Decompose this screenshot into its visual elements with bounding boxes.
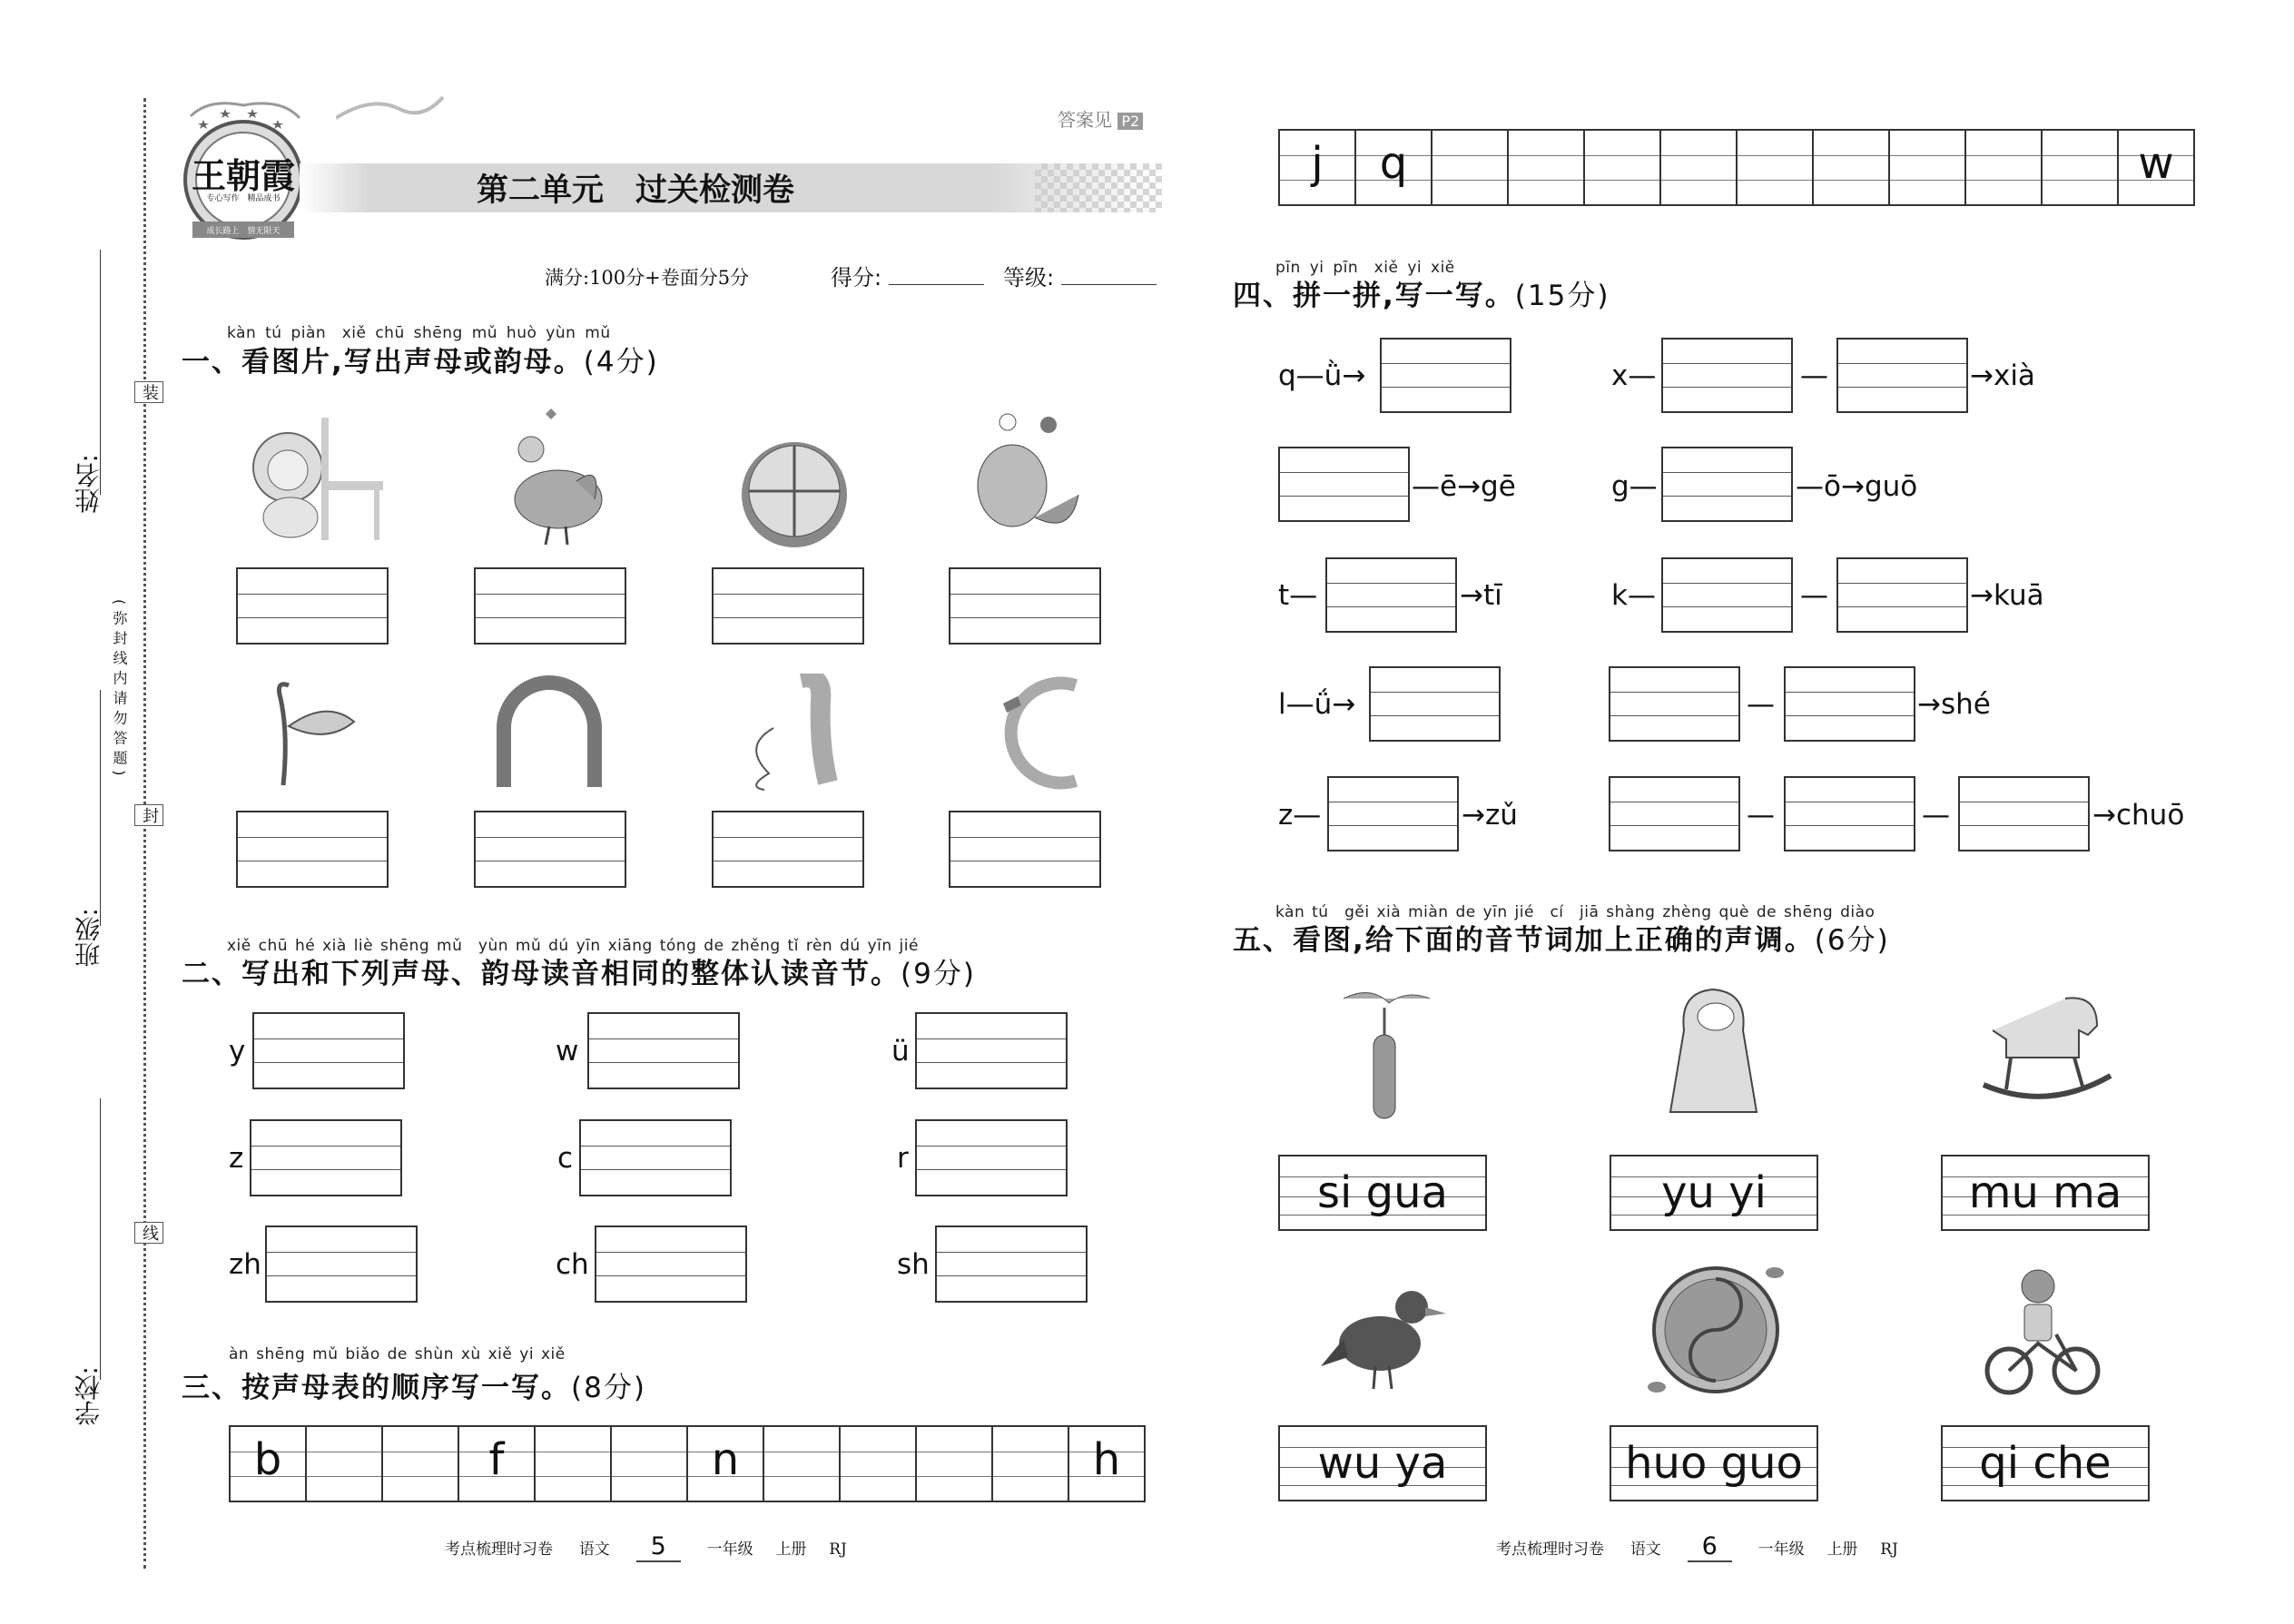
footer-right [1496, 1532, 1898, 1560]
page-title: 第二单元 过关检测卷 [477, 172, 795, 209]
q4-j-dash2: — [1922, 799, 1950, 832]
door-arch-icon [490, 674, 608, 790]
q3-letter: b [253, 1434, 282, 1485]
q3-row1-cell[interactable] [383, 1427, 459, 1501]
q5-syllable-2: yu yi [1661, 1167, 1767, 1218]
q4-f-box2[interactable] [1836, 557, 1968, 633]
q4-e-post: →tī [1460, 579, 1502, 612]
guide-line [1433, 155, 1507, 156]
q4-g-box[interactable] [1369, 666, 1501, 742]
q4-b-pre: x— [1611, 359, 1657, 392]
q4-j-box2[interactable] [1784, 776, 1915, 851]
q3-row2-cell[interactable] [1509, 131, 1585, 204]
class-line[interactable] [100, 690, 101, 926]
q3-title [182, 1364, 646, 1405]
q4-b-box1[interactable] [1661, 338, 1793, 413]
class-label: 班级: [74, 908, 103, 968]
q1-answer-box-1[interactable] [236, 567, 389, 645]
q3-row1-cell[interactable] [307, 1427, 383, 1501]
q3-letter: f [488, 1434, 505, 1485]
logo-sub2: 成长路上 情无限天 [206, 227, 281, 236]
q5-syllable-box-2[interactable] [1610, 1155, 1818, 1231]
score-field [831, 260, 984, 291]
pizza-icon [738, 438, 852, 552]
q3-row2-cell[interactable] [1814, 131, 1890, 204]
q4-i-box[interactable] [1327, 776, 1459, 851]
answer-ref [1058, 105, 1143, 132]
footer-right-text3: 一年级 [1757, 1540, 1805, 1559]
q4-b-box2[interactable] [1836, 338, 1968, 413]
q3-title-text: 三、按声母表的顺序写一写。 [182, 1372, 571, 1404]
q5-title [1233, 917, 1890, 958]
q5-title-text: 五、看图,给下面的音节词加上正确的声调。 [1233, 924, 1815, 957]
school-label: 学校: [74, 1366, 103, 1426]
q2-label-zh: zh [229, 1248, 261, 1281]
cucumber-icon [1334, 985, 1439, 1121]
q2-box-zh[interactable] [265, 1225, 418, 1303]
guide-line [1738, 180, 1812, 181]
score-full: 满分:100分+卷面分5分 [545, 267, 750, 289]
q4-i-post: →zǔ [1462, 799, 1518, 832]
binding-mark-bottom: 线 [134, 1222, 163, 1244]
q2-points: (9分) [901, 958, 976, 990]
q5-syllable-5: huo guo [1625, 1438, 1803, 1489]
name-line[interactable] [100, 250, 101, 495]
q4-title-text: 四、拼一拼,写一写。 [1233, 280, 1515, 312]
guide-line [612, 1476, 686, 1477]
q5-points: (6分) [1814, 924, 1890, 957]
q3-row1-cell[interactable] [231, 1427, 307, 1501]
q2-box-sh[interactable] [935, 1225, 1088, 1303]
guide-line [841, 1476, 915, 1477]
guide-line [1814, 155, 1888, 156]
guide-line [1585, 155, 1659, 156]
q1-pinyin: kàn tú piàn xiě chū shēng mǔ huò yùn mǔ [227, 324, 611, 342]
q3-row2-cell[interactable] [1585, 131, 1661, 204]
ring-icon [985, 676, 1085, 790]
logo [172, 98, 313, 243]
answer-ref-text: 答案见 [1058, 109, 1112, 131]
guide-line [1890, 155, 1964, 156]
footer-right-text5: RJ [1880, 1540, 1898, 1559]
q4-j-box1[interactable] [1609, 776, 1740, 851]
q4-h-dash: — [1747, 688, 1775, 721]
silkworm-icon [737, 674, 846, 792]
q5-syllable-3: mu ma [1968, 1167, 2122, 1218]
bicycle-boy-icon [1984, 1266, 2102, 1398]
q4-e-box[interactable] [1325, 557, 1457, 633]
score-input[interactable] [889, 268, 984, 285]
guide-line [1738, 155, 1812, 156]
guide-line [1966, 155, 2041, 156]
q1-title [182, 339, 659, 379]
guide-line [1661, 180, 1736, 181]
binding-dotted-line [143, 98, 146, 1569]
q1-answer-box-3[interactable] [712, 567, 864, 645]
q3-row2-cell[interactable] [1890, 131, 1966, 204]
footer-left-text2: 语文 [578, 1540, 610, 1559]
guide-line [307, 1476, 381, 1477]
q4-j-dash1: — [1747, 799, 1775, 832]
q4-f-box1[interactable] [1661, 557, 1793, 633]
q3-grid-row-1 [229, 1425, 1146, 1502]
q4-f-dash: — [1800, 579, 1828, 612]
q5-syllable-1: si gua [1317, 1167, 1448, 1218]
q4-a-box[interactable] [1380, 338, 1511, 413]
q4-d-box[interactable] [1661, 447, 1793, 522]
grade-input[interactable] [1061, 268, 1157, 285]
grade-field [1003, 260, 1157, 291]
q4-b-post: →xià [1970, 359, 2035, 392]
q5-syllable-6: qi che [1979, 1438, 2112, 1489]
lion-chair-icon [238, 418, 388, 545]
q1-title-text: 一、看图片,写出声母或韵母。 [182, 346, 584, 379]
logo-sub1: 专心写作 精品成书 [206, 194, 281, 203]
q3-row1-cell[interactable] [993, 1427, 1069, 1501]
footer-left-text5: RJ [829, 1540, 847, 1559]
q4-e-pre: t— [1278, 579, 1318, 612]
guide-line [917, 1476, 991, 1477]
q4-j-post: →chuō [2092, 799, 2185, 832]
q2-box-y[interactable] [252, 1012, 405, 1089]
crow-icon [1321, 1275, 1448, 1393]
q2-pinyin: xiě chū hé xià liè shēng mǔ yùn mǔ dú yīn xiāng tóng de zhěng tǐ rèn dú yīn jié [227, 937, 919, 955]
q5-syllable-box-4[interactable] [1278, 1425, 1487, 1501]
rocking-horse-icon [1979, 989, 2115, 1107]
q3-row2-cell[interactable] [1738, 131, 1814, 204]
guide-line [1966, 180, 2041, 181]
q3-row1-cell[interactable] [917, 1427, 993, 1501]
q3-letter: h [1092, 1434, 1121, 1485]
score-label: 得分: [831, 265, 882, 290]
q3-letter: n [711, 1434, 740, 1485]
q4-a-pre: q—ǜ→ [1278, 359, 1366, 392]
q3-letter: q [1379, 138, 1408, 189]
q3-points: (8分) [571, 1372, 646, 1404]
q5-syllable-box-6[interactable] [1941, 1425, 2150, 1501]
q4-title [1233, 272, 1610, 313]
footer-left-text3: 一年级 [706, 1540, 753, 1559]
q1-answer-box-8[interactable] [949, 811, 1101, 888]
q1-answer-box-6[interactable] [474, 811, 626, 888]
footer-left-text4: 上册 [775, 1540, 807, 1559]
q4-pinyin: pīn yi pīn xiě yi xiě [1275, 259, 1455, 277]
school-line[interactable] [100, 1098, 101, 1380]
q2-box-u[interactable] [915, 1012, 1068, 1089]
guide-line [1661, 155, 1736, 156]
q2-label-r: r [897, 1142, 909, 1175]
guide-line [1890, 180, 1964, 181]
q2-label-w: w [556, 1035, 579, 1068]
q4-c-post: —ē→gē [1412, 470, 1516, 503]
q3-row2-cell[interactable] [2043, 131, 2119, 204]
q3-row2-cell[interactable] [1661, 131, 1738, 204]
q3-row1-cell[interactable] [459, 1427, 536, 1501]
guide-line [2043, 155, 2117, 156]
q3-letter: w [2138, 138, 2174, 189]
guide-line [536, 1476, 610, 1477]
hotpot-icon [1648, 1262, 1784, 1398]
q4-h-box1[interactable] [1609, 666, 1740, 742]
q4-points: (15分) [1514, 280, 1610, 312]
q3-row1-cell[interactable] [688, 1427, 764, 1501]
q2-label-z: z [229, 1142, 244, 1175]
footer-right-text2: 语文 [1629, 1540, 1661, 1559]
q2-label-y: y [229, 1035, 246, 1068]
guide-line [1433, 180, 1507, 181]
q3-row1-cell[interactable] [612, 1427, 688, 1501]
q2-title-text: 二、写出和下列声母、韵母读音相同的整体认读音节。 [182, 958, 901, 990]
q3-row2-cell[interactable] [2119, 131, 2193, 204]
score-line [545, 263, 749, 290]
footer-left [445, 1532, 847, 1560]
q5-syllable-box-1[interactable] [1278, 1155, 1487, 1231]
fish-icon [971, 408, 1085, 545]
footer-right-text1: 考点梳理时习卷 [1496, 1540, 1604, 1559]
name-label: 姓名: [74, 454, 103, 514]
q4-h-post: →shé [1917, 688, 1991, 721]
footer-right-text4: 上册 [1826, 1540, 1858, 1559]
q3-row2-cell[interactable] [1433, 131, 1509, 204]
q2-label-u: ü [891, 1035, 910, 1068]
q1-answer-box-5[interactable] [236, 811, 389, 888]
q3-row1-cell[interactable] [841, 1427, 917, 1501]
sprout-icon [263, 676, 363, 790]
guide-line [383, 1476, 458, 1477]
guide-line [1509, 155, 1583, 156]
q3-grid-row-2 [1278, 129, 2195, 206]
q1-answer-box-4[interactable] [949, 567, 1101, 645]
q2-box-z[interactable] [250, 1119, 402, 1196]
q3-row2-cell[interactable] [1966, 131, 2043, 204]
q3-row1-cell[interactable] [1069, 1427, 1144, 1501]
footer-left-page: 5 [636, 1532, 681, 1562]
binding-mark-top: 装 [134, 381, 163, 403]
q5-syllable-4: wu ya [1317, 1438, 1448, 1489]
q2-label-sh: sh [897, 1248, 930, 1281]
guide-line [1814, 180, 1888, 181]
q4-d-pre: g— [1611, 470, 1658, 503]
q4-h-box2[interactable] [1784, 666, 1915, 742]
answer-ref-page: P2 [1117, 113, 1143, 130]
q2-box-ch[interactable] [595, 1225, 747, 1303]
q4-i-pre: z— [1278, 799, 1322, 832]
logo-text: 王朝霞 [191, 155, 295, 196]
guide-line [993, 1476, 1068, 1477]
q3-row2-cell[interactable] [1280, 131, 1356, 204]
binding-strip [0, 0, 159, 1624]
guide-line [764, 1476, 839, 1477]
q3-row1-cell[interactable] [764, 1427, 841, 1501]
q1-answer-box-7[interactable] [712, 811, 864, 888]
q2-label-ch: ch [556, 1248, 589, 1281]
guide-line [1585, 180, 1659, 181]
q4-b-dash: — [1800, 359, 1828, 392]
q2-label-c: c [557, 1142, 574, 1175]
guide-line [1509, 180, 1583, 181]
q5-syllable-box-3[interactable] [1941, 1155, 2150, 1231]
q2-box-c[interactable] [579, 1119, 732, 1196]
q2-title [182, 950, 976, 991]
q1-points: (4分) [583, 346, 659, 379]
q1-answer-box-2[interactable] [474, 567, 626, 645]
q4-f-pre: k— [1611, 579, 1656, 612]
q3-row2-cell[interactable] [1356, 131, 1433, 204]
title-bar-checker [1035, 163, 1162, 212]
q2-box-w[interactable] [587, 1012, 740, 1089]
q4-d-post: —ō→guō [1796, 470, 1918, 503]
q4-j-box3[interactable] [1958, 776, 2090, 851]
q3-pinyin: àn shēng mǔ biǎo de shùn xù xiě yi xiě [229, 1345, 566, 1363]
ribbon-icon [336, 95, 445, 123]
binding-mark-mid: 封 [134, 804, 163, 826]
q2-box-r[interactable] [915, 1119, 1068, 1196]
footer-left-text1: 考点梳理时习卷 [445, 1540, 553, 1559]
q4-g-pre: l—ǘ→ [1278, 688, 1356, 721]
grade-label: 等级: [1003, 265, 1055, 290]
footer-right-page: 6 [1688, 1532, 1732, 1562]
q5-syllable-box-5[interactable] [1610, 1425, 1818, 1501]
q5-pinyin: kàn tú gěi xià miàn de yīn jié cí jiā shàng zhèng què de shēng diào [1275, 903, 1876, 921]
q4-c-box[interactable] [1278, 447, 1410, 522]
guide-line [2043, 180, 2117, 181]
hen-icon [495, 399, 604, 549]
q3-row1-cell[interactable] [536, 1427, 612, 1501]
binding-note: (弥封线内请勿答题) [111, 599, 128, 782]
q3-letter: j [1311, 138, 1324, 189]
ribbon-decoration [336, 95, 445, 123]
raincoat-icon [1661, 985, 1766, 1121]
q4-f-post: →kuā [1970, 579, 2044, 612]
